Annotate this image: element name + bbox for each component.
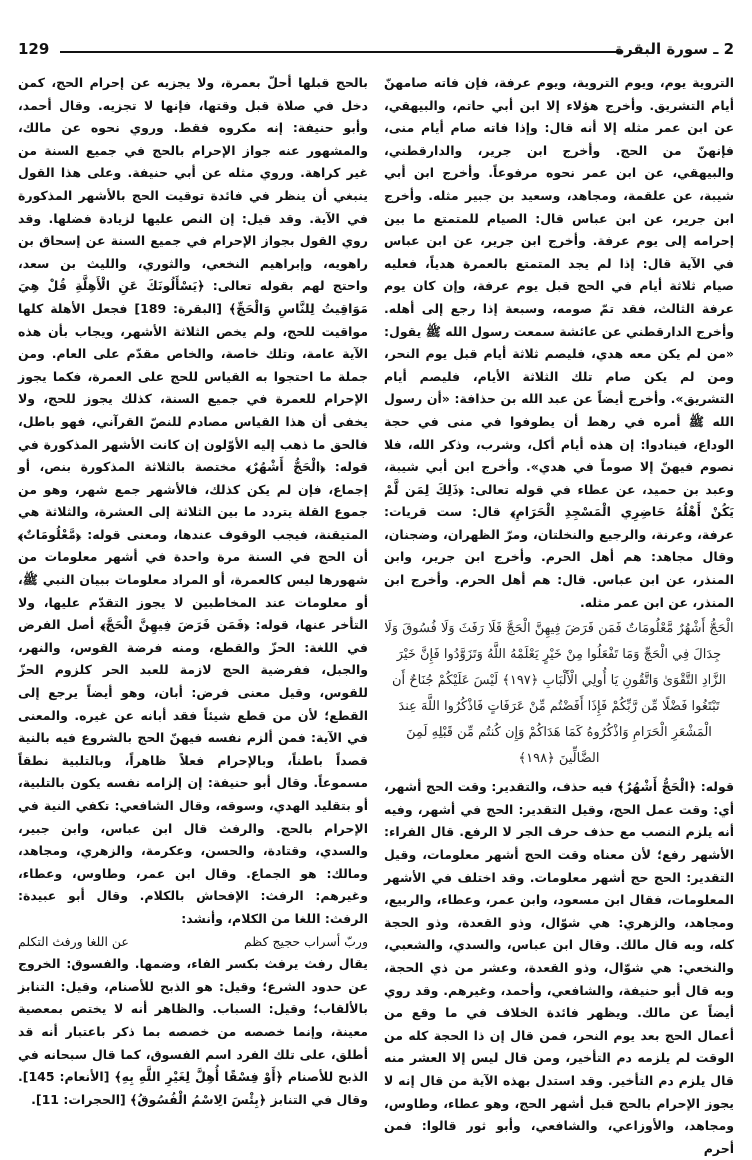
page-number: 129 [18,40,50,58]
right-paragraph-2: قوله: ﴿الْحَجُّ أَشْهُرٌ﴾ فيه حذف، والتقدير: وقت الحج أشهر، أي: وقت عمل الحج، وقيل التقدير: الحج في أشهر، وفيه أنه يلزم النصب مع حذف حرف الجر لا الرفع. قال الفراء: الأشهر رفع؛ لأن معناه وقت الحج أشهر معلومات، وقيل التقدير: الحج حج أشهر معلومات. وقد اختلف في الأشهر المعلومات، فقال ابن مسعود، وابن عمر، وعطاء، والربيع، ومجاهد، والزهري: هي شوّال، وذو القعدة، وذو الحجة كله، وبه قال مالك. وقال ابن عباس، والسدي، والشعبي، والنخعي: هي شوّال، وذو القعدة، وعشر من ذي الحجة، وبه قال أبو حنيفة، والشافعي، وأحمد، وغيرهم. وقد روي أيضاً عن مالك. ويظهر فائدة الخلاف في ما وقع من أعمال الحج بعد يوم النحر، فمن قال إن ذا الحجة كله من الوقت لم يلزمه دم التأخير، ومن قال ليس إلا العشر منه قال يلزم دم التأخير. وقد استدل بهذه الآية من قال إنه لا يجوز الإحرام بالحج قبل أشهر الحج، وهو عطاء، وطاوس، ومجاهد، والأوزاعي، والشافعي، وأبو ثور قالوا: فمن أحرم [384,779,734,1156]
poem-second-hemistich: عن اللغا ورفث التكلم [18,933,129,949]
left-paragraph-1: بالحج قبلها أحلّ بعمرة، ولا يجزيه عن إحرام الحج، كمن دخل في صلاة قبل وقتها، فإنها لا تجزيه. وقال أحمد، وأبو حنيفة: إنه مكروه فقط. وروي نحوه عن مالك، والمشهور عنه جواز الإحرام بالحج في جميع السنة من غير كراهة. وروي مثله عن أبي حنيفة. وعلى هذا القول ينبغي أن ينظر في فائدة توقيت الحج بالأشهر المذكورة في الآية. وقد قيل: إن النص عليها لزيادة فضلها. وقد روي القول بجواز الإحرام في جميع السنة عن إسحاق بن راهويه، وإبراهيم النخعي، والثوري، والليث بن سعد، واحتج لهم بقوله تعالى: ﴿يَسْأَلُونَكَ عَنِ الْأَهِلَّةِ قُلْ هِيَ مَوَاقِيتُ لِلنَّاسِ وَالْحَجِّ﴾ [البقرة: 189] فجعل الأهلة كلها مواقيت للحج، ولم يخص الثلاثة الأشهر، ويجاب بأن هذه الآية عامة، وتلك خاصة، والخاص مقدّم على العام. ومن جملة ما احتجوا به القياس للحج على العمرة، فكما يجوز الإحرام للعمرة في جميع السنة، كذلك يجوز للحج، ولا يخفى أن هذا القياس مصادم للنصّ القرآني، فهو باطل، فالحق ما ذهب إليه الأوّلون إن كانت الأشهر المذكورة في قوله: ﴿الْحَجُّ أَشْهُرٌ﴾ مختصة بالثلاثة المذكورة بنص، أو إجماع، فإن لم يكن كذلك، فالأشهر جمع شهر، وهو من جموع القلة يتردد ما بين الثلاثة إلى العشرة، والثلاثة هي المتيقنة، فيجب الوقوف عندها، ومعنى قوله: ﴿مَّعْلُومَاتٌ﴾ أن الحج في السنة مرة واحدة في أشهر معلومات من شهورها ليس كالعمرة، أو المراد معلومات ببيان النبي ﷺ، أو معلومات عند المخاطبين لا يجوز التقدّم عليها، ولا التأخر عنها، قوله: ﴿فَمَن فَرَضَ فِيهِنَّ الْحَجَّ﴾ أصل الفرض في اللغة: الحزّ والقطع، ومنه فرضة القوس، والنهر، والجبل، ففرضية الحج لازمة للعبد الحر كلزوم الحزّ للقوس، وقيل معنى فرض: أبان، وهو أيضاً يرجع إلى القطع؛ لأن من قطع شيئاً فقد أبانه عن غيره. والمعنى في الآية: فمن ألزم نفسه فيهنّ الحج بالشروع فيه بالنية قصداً باطناً، وبالإحرام فعلاً ظاهراً، وبالتلبية نطقاً مسموعاً. وقال أبو حنيفة: إن إلزامه نفسه يكون بالتلبية، أو بتقليد الهدي، وسوقه، وقال الشافعي: تكفي النية في الإحرام بالحج. والرفث قال ابن عباس، وابن جبير، والسدي، وقتادة، والحسن، وعكرمة، والزهري، ومجاهد، ومالك: هو الجماع. وقال ابن عمر، وطاوس، وعطاء، وغيرهم: الرفث: الإفحاش بالكلام. وقال أبو عبيدة: الرفث: اللغا من الكلام، وأنشد: [18,75,368,926]
surah-title: 2 ـ سورة البقرة [615,40,734,58]
left-paragraph-2: يقال رفث يرفث بكسر الفاء، وضمها. والفسوق: الخروج عن حدود الشرع؛ وقيل: هو الذبح للأصنام، وقيل: التنابز بالألقاب؛ وقيل: السباب. والظاهر أنه لا يختص بمعصية معينة، وإنما خصصه من خصصه بما ذكر باعتبار أنه قد أطلق، على تلك الفرد اسم الفسوق، كما قال سبحانه في الذبح للأصنام ﴿أَوْ فِسْقًا أُهِلَّ لِغَيْرِ اللَّهِ بِهِ﴾ [الأنعام: 145]. وقال في التنابز ﴿بِئْسَ الِاسْمُ الْفُسُوقُ﴾ [الحجرات: 11]. [18,956,368,1107]
right-paragraph-1: التروية يوم، ويوم التروية، ويوم عرفة، فإن فاته صامهنّ أيام التشريق. وأخرج هؤلاء إلا ابن أبي حاتم، والبيهقي، عن ابن عمر مثله إلا أنه قال: وإذا فاته صام أيام منى، فإنهنّ من الحج. وأخرج ابن جرير، والدارقطني، والبيهقي، عن ابن عمر نحوه مرفوعاً. وأخرج ابن أبي شيبة، عن علقمة، ومجاهد، وسعيد بن جبير مثله. وأخرج ابن جرير، عن ابن عباس قال: الصيام للمتمتع ما بين إحرامه إلى يوم عرفة. وأخرج ابن جرير، عن ابن عباس في الآية قال: إذا لم يجد المتمتع بالعمرة هدياً، فعليه صيام ثلاثة أيام في الحج قبل يوم عرفة، وإن كان يوم عرفة الثالث، فقد تمّ صومه، وسبعة إذا رجع إلى أهله. وأخرج الدارقطني عن عائشة سمعت رسول الله ﷺ يقول: «من لم يكن معه هدي، فليصم ثلاثة أيام قبل يوم النحر، ومن لم يكن صام تلك الثلاثة الأيام، فليصم أيام التشريق». وأخرج أيضاً عن عبد الله بن حذافة: «أن رسول الله ﷺ أمره في رهط أن يطوفوا في منى في حجة الوداع، فينادوا: إن هذه أيام أكل، وشرب، وذكر الله، فلا نصوم فيهنّ إلا صوماً في هدي». وأخرج ابن أبي شيبة، وعبد بن حميد، عن عطاء في قوله تعالى: ﴿ذَلِكَ لِمَن لَّمْ يَكُنْ أَهْلُهُ حَاضِرِي الْمَسْجِدِ الْحَرَامِ﴾ قال: ست قريات: عرفة، وعرنة، والرجيع والنخلتان، ومرّ الظهران، وضجنان، وقال مجاهد: هم أهل الحرم. وأخرج ابن جرير، وابن المنذر، عن ابن عباس. قال: هم أهل الحرم. وأخرج ابن المنذر، عن ابن عمر مثله. [384,75,734,610]
poem-verse [18,931,368,954]
poem-first-hemistich: وربّ أسراب حجيج كظم [243,933,368,949]
left-column [18,72,368,1107]
right-column [384,72,734,1156]
page-header [18,40,734,68]
quran-verse-block: الْحَجُّ أَشْهُرٌ مَّعْلُومَاتٌ فَمَن فَرَضَ فِيهِنَّ الْحَجَّ فَلَا رَفَثَ وَلَا فُسُوقَ وَلَا جِدَالَ فِي الْحَجِّ وَمَا تَفْعَلُوا مِنْ خَيْرٍ يَعْلَمْهُ اللَّهُ وَتَزَوَّدُوا فَإِنَّ خَيْرَ الزَّادِ التَّقْوَىٰ وَاتَّقُونِ يَا أُولِي الْأَلْبَابِ ﴿١٩٧﴾ لَيْسَ عَلَيْكُمْ جُنَاحٌ أَن تَبْتَغُوا فَضْلًا مِّن رَّبِّكُمْ فَإِذَا أَفَضْتُم مِّنْ عَرَفَاتٍ فَاذْكُرُوا اللَّهَ عِندَ الْمَشْعَرِ الْحَرَامِ وَاذْكُرُوهُ كَمَا هَدَاكُمْ وَإِن كُنتُم مِّن قَبْلِهِ لَمِنَ الضَّالِّينَ ﴿١٩٨﴾ [384,621,734,767]
text-columns [18,72,734,1156]
header-rule [60,51,622,53]
